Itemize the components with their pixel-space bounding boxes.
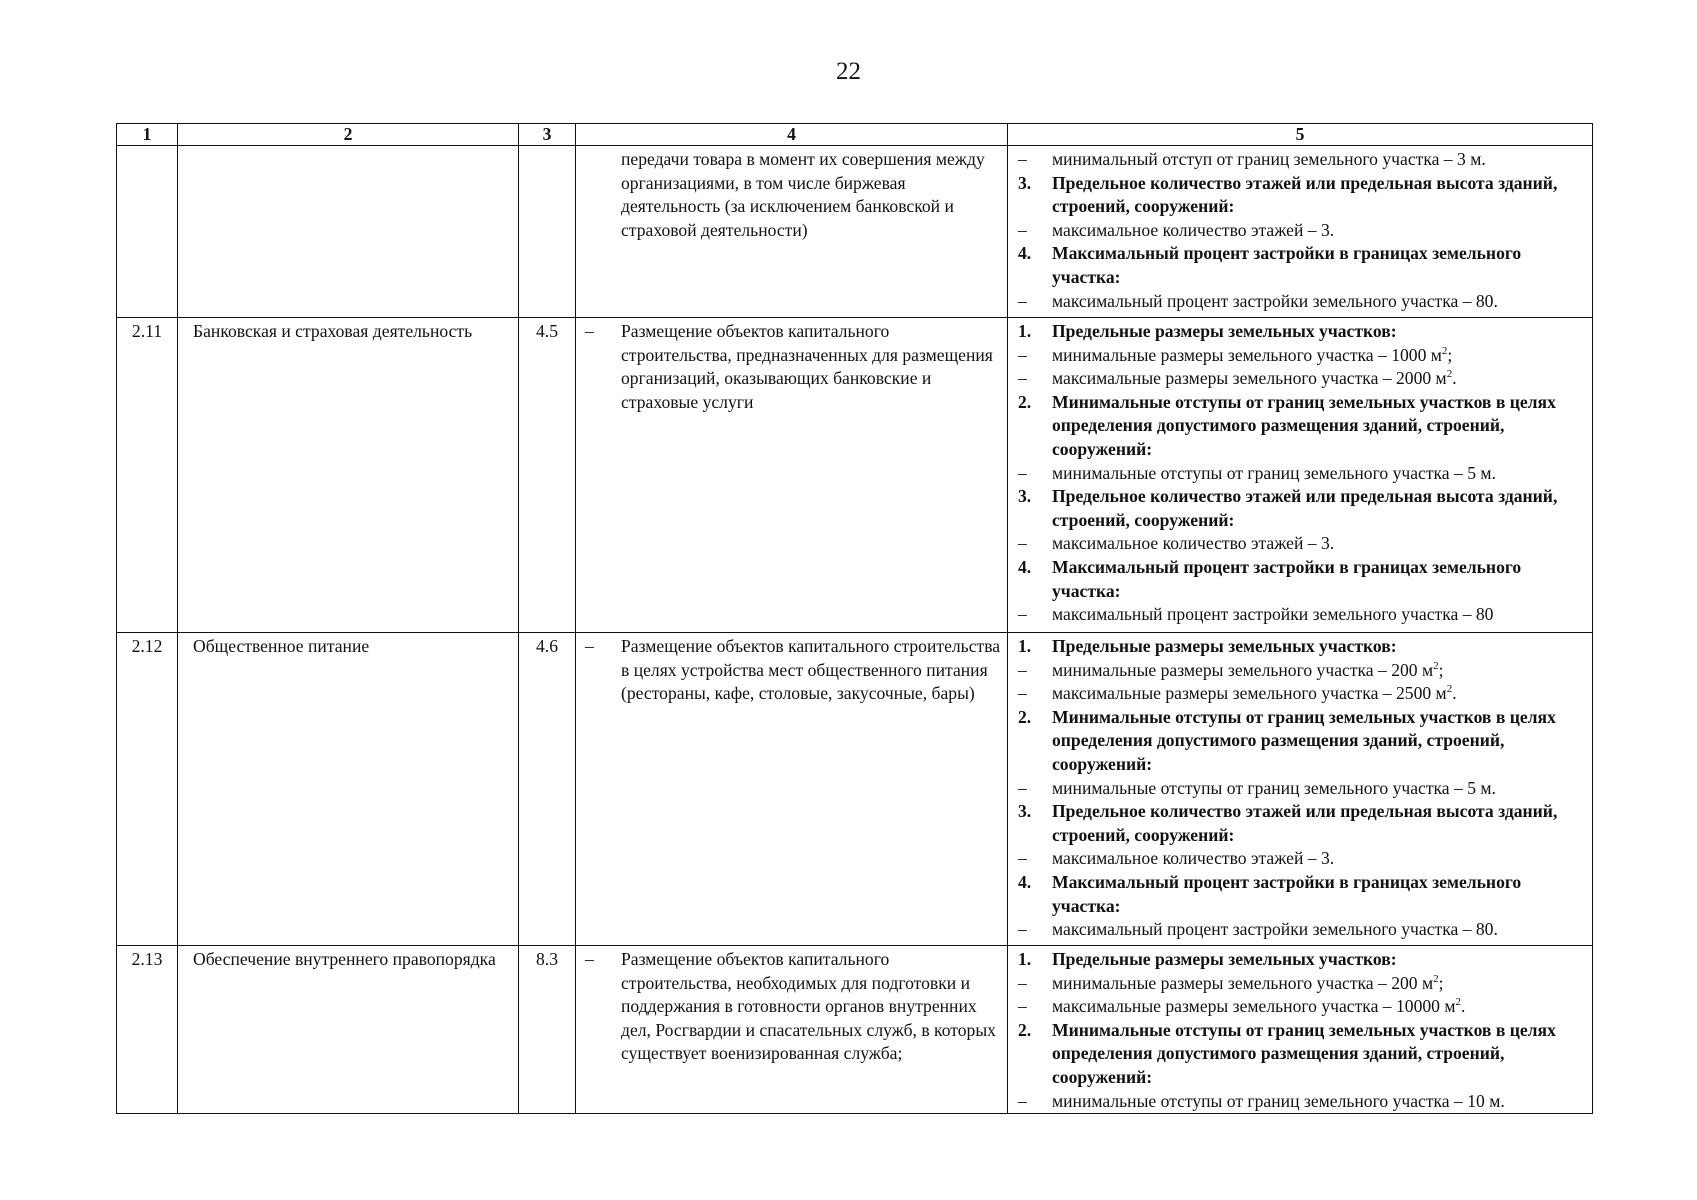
parameter-text <box>1052 918 1592 942</box>
parameter-text <box>1052 871 1592 918</box>
parameter-marker: 4. <box>1018 243 1032 264</box>
parameter-text-main: максимальный процент застройки земельного участка – 80. <box>1052 919 1498 940</box>
use-description-cell <box>576 633 1008 946</box>
parameter-value <box>1008 532 1592 556</box>
description-text: Размещение объектов капитального строительства в целях устройства мест общественного питания (рестораны, кафе, столовые, закусочные, бары) <box>621 636 1001 704</box>
parameter-text <box>1052 367 1592 391</box>
parameter-marker: – <box>1018 344 1027 365</box>
parameter-marker: – <box>1018 1090 1027 1111</box>
parameter-heading <box>1008 871 1592 918</box>
classifier-code: 4.5 <box>536 321 558 341</box>
parameter-value <box>1008 462 1592 486</box>
superscript: 2 <box>1433 659 1439 672</box>
parameter-text-main: максимальные размеры земельного участка – 10000 м <box>1052 996 1456 1017</box>
use-name-cell <box>178 146 519 318</box>
description-dash: – <box>585 321 594 341</box>
parameter-marker: – <box>1018 149 1027 169</box>
parameter-text <box>1052 800 1592 847</box>
description-text: передачи товара в момент их совершения между организациями, в том числе биржевая деятельность (за исключением банковской и страховой деятельности) <box>621 149 985 240</box>
parameter-value <box>1008 367 1592 391</box>
parameter-marker: 3. <box>1018 801 1032 822</box>
parameter-text <box>1052 995 1592 1019</box>
use-name-cell <box>178 318 519 633</box>
classifier-code: 8.3 <box>536 949 558 969</box>
parameter-text <box>1052 659 1592 683</box>
parameter-text-main: Предельные размеры земельных участков: <box>1052 321 1397 341</box>
superscript: 2 <box>1455 996 1461 1009</box>
parameter-text-main: Предельные размеры земельных участков: <box>1052 949 1397 969</box>
parameter-text-main: Максимальный процент застройки в границах земельного участка: <box>1052 243 1522 287</box>
parameter-value <box>1008 777 1592 801</box>
parameter-marker: 1. <box>1018 636 1032 656</box>
table-header-row <box>117 124 1593 146</box>
parameter-text-main: Предельное количество этажей или предельная высота зданий, строений, сооружений: <box>1052 172 1558 217</box>
parameter-value <box>1008 1090 1592 1114</box>
parameter-text <box>1052 532 1592 556</box>
parameter-text-main: Минимальные отступы от границ земельных участков в целях определения допустимого размещения зданий, строений, сооружений: <box>1052 391 1556 459</box>
parameter-marker: 4. <box>1018 556 1032 577</box>
parameter-text-main: максимальный процент застройки земельного участка – 80. <box>1052 290 1498 311</box>
column-header: 4 <box>576 124 1008 146</box>
parameter-text <box>1052 972 1592 996</box>
row-number-cell <box>117 633 178 946</box>
parameter-marker: – <box>1018 659 1027 680</box>
parameter-marker: 2. <box>1018 1019 1032 1040</box>
parameter-text-main: максимальное количество этажей – 3. <box>1052 533 1335 554</box>
parameter-marker: – <box>1018 683 1027 704</box>
superscript: 2 <box>1433 972 1439 985</box>
parameter-text-main: максимальные размеры земельного участка – 2500 м <box>1052 683 1447 704</box>
parameter-heading <box>1008 242 1592 289</box>
parameter-value <box>1008 219 1592 243</box>
parameter-text-end: ; <box>1438 659 1444 680</box>
description-line <box>576 635 1007 706</box>
description-text: Размещение объектов капитального строительства, необходимых для подготовки и поддержания в готовности органов внутренних дел, Росгвардии и спасательных служб, в которых существует военизированная служба; <box>621 949 996 1064</box>
use-description-cell <box>576 946 1008 1114</box>
row-number-cell <box>117 318 178 633</box>
description-text: Размещение объектов капитального строительства, предназначенных для размещения организаций, оказывающих банковские и страховые услуги <box>621 321 993 412</box>
parameter-marker: 1. <box>1018 321 1032 341</box>
parameter-marker: – <box>1018 462 1027 483</box>
description-line <box>576 148 1007 242</box>
parameter-marker: – <box>1018 996 1027 1017</box>
parameter-marker: 1. <box>1018 949 1032 969</box>
parameter-heading <box>1008 1019 1592 1090</box>
parameter-marker: 3. <box>1018 486 1032 507</box>
parameter-text <box>1052 219 1592 243</box>
parameter-marker: 4. <box>1018 871 1032 892</box>
parameter-text-main: Минимальные отступы от границ земельных участков в целях определения допустимого размещения зданий, строений, сооружений: <box>1052 706 1556 774</box>
use-name: Обеспечение внутреннего правопорядка <box>193 949 496 969</box>
parameter-marker: – <box>1018 219 1027 240</box>
description-dash: – <box>585 636 594 656</box>
table-row <box>117 946 1593 1114</box>
parameter-text <box>1052 556 1592 603</box>
row-number: 2.13 <box>131 949 163 969</box>
column-header: 5 <box>1008 124 1593 146</box>
parameter-text-main: максимальный процент застройки земельного участка – 80 <box>1052 604 1494 625</box>
parameter-text <box>1052 847 1592 871</box>
parameters-cell <box>1008 318 1593 633</box>
parameter-text <box>1052 290 1592 314</box>
parameter-text-main: Максимальный процент застройки в границах земельного участка: <box>1052 556 1522 601</box>
classifier-code-cell <box>519 146 576 318</box>
parameter-value <box>1008 344 1592 368</box>
superscript: 2 <box>1446 683 1453 696</box>
parameter-text-main: Минимальные отступы от границ земельных участков в целях определения допустимого размещения зданий, строений, сооружений: <box>1052 1019 1556 1087</box>
parameters-cell <box>1008 633 1593 946</box>
parameter-text-end: ; <box>1438 972 1444 993</box>
use-name: Банковская и страховая деятельность <box>193 321 473 341</box>
superscript: 2 <box>1441 344 1448 357</box>
parameters-cell <box>1008 946 1593 1114</box>
parameter-text-main: максимальное количество этажей – 3. <box>1052 848 1335 869</box>
parameter-text-main: минимальные размеры земельного участка – 200 м <box>1052 659 1434 680</box>
column-header: 2 <box>178 124 519 146</box>
parameter-marker: – <box>1018 972 1027 993</box>
parameter-value <box>1008 659 1592 683</box>
parameter-heading <box>1008 706 1592 777</box>
parameter-value <box>1008 847 1592 871</box>
parameter-marker: 3. <box>1018 172 1032 193</box>
row-number: 2.11 <box>131 321 163 341</box>
parameter-text-main: минимальные размеры земельного участка – 1000 м <box>1052 344 1442 365</box>
parameter-text-main: Предельное количество этажей или предельная высота зданий, строений, сооружений: <box>1052 486 1558 530</box>
parameter-text-main: минимальный отступ от границ земельного участка – 3 м. <box>1052 149 1486 169</box>
parameter-text-main: максимальное количество этажей – 3. <box>1052 219 1335 240</box>
table-row <box>117 633 1593 946</box>
parameter-text-main: Максимальный процент застройки в границах земельного участка: <box>1052 871 1522 916</box>
parameter-heading <box>1008 635 1592 659</box>
parameter-marker: – <box>1018 368 1027 389</box>
parameter-marker: – <box>1018 848 1027 869</box>
parameter-text <box>1052 1019 1592 1090</box>
parameter-text <box>1052 344 1592 368</box>
description-line <box>576 320 1007 414</box>
parameter-text <box>1052 148 1592 172</box>
parameter-text <box>1052 172 1592 219</box>
use-name-cell <box>178 633 519 946</box>
use-name-cell <box>178 946 519 1114</box>
parameter-text-main: минимальные отступы от границ земельного участка – 5 м. <box>1052 462 1496 483</box>
parameter-heading <box>1008 485 1592 532</box>
superscript: 2 <box>1446 368 1453 381</box>
description-line <box>576 948 1007 1066</box>
parameter-value <box>1008 918 1592 942</box>
parameter-value <box>1008 603 1592 627</box>
parameter-value <box>1008 682 1592 706</box>
parameter-text-main: минимальные отступы от границ земельного участка – 10 м. <box>1052 1090 1505 1111</box>
parameter-heading <box>1008 391 1592 462</box>
parameter-marker: – <box>1018 533 1027 554</box>
parameter-value <box>1008 972 1592 996</box>
parameter-text <box>1052 706 1592 777</box>
parameter-text <box>1052 1090 1592 1114</box>
parameter-text <box>1052 462 1592 486</box>
parameter-heading <box>1008 948 1592 972</box>
parameter-marker: 2. <box>1018 706 1032 727</box>
table-row <box>117 318 1593 633</box>
parameter-value <box>1008 995 1592 1019</box>
parameter-text-end: ; <box>1447 344 1453 365</box>
parameter-text-end: . <box>1452 683 1457 704</box>
parameter-marker: – <box>1018 290 1027 311</box>
parameter-heading <box>1008 320 1592 344</box>
column-header: 3 <box>519 124 576 146</box>
parameter-text <box>1052 603 1592 627</box>
parameter-heading <box>1008 172 1592 219</box>
parameter-text-end: . <box>1452 368 1457 389</box>
parameter-heading <box>1008 800 1592 847</box>
parameter-text <box>1052 635 1592 659</box>
classifier-code: 4.6 <box>536 636 558 656</box>
parameter-value <box>1008 148 1592 172</box>
description-dash <box>576 148 621 242</box>
row-number-cell <box>117 946 178 1114</box>
parameter-text <box>1052 320 1592 344</box>
use-name: Общественное питание <box>193 636 370 656</box>
parameter-marker: – <box>1018 604 1027 625</box>
parameter-marker: 2. <box>1018 391 1032 412</box>
parameter-text-main: минимальные отступы от границ земельного участка – 5 м. <box>1052 777 1496 798</box>
parameter-text-end: . <box>1461 996 1466 1017</box>
parameter-text-main: Предельные размеры земельных участков: <box>1052 636 1397 656</box>
parameter-value <box>1008 290 1592 314</box>
row-number: 2.12 <box>131 636 163 656</box>
regulations-table <box>116 123 1593 1114</box>
parameter-heading <box>1008 556 1592 603</box>
parameter-text-main: минимальные размеры земельного участка – 200 м <box>1052 972 1434 993</box>
use-description-cell <box>576 318 1008 633</box>
parameters-cell <box>1008 146 1593 318</box>
parameter-marker: – <box>1018 777 1027 798</box>
parameter-marker: – <box>1018 919 1027 940</box>
parameter-text <box>1052 391 1592 462</box>
classifier-code-cell <box>519 633 576 946</box>
description-dash: – <box>585 949 594 969</box>
row-number-cell <box>117 146 178 318</box>
parameter-text <box>1052 777 1592 801</box>
parameter-text <box>1052 948 1592 972</box>
use-description-cell <box>576 146 1008 318</box>
table-row <box>117 146 1593 318</box>
parameter-text <box>1052 485 1592 532</box>
column-header: 1 <box>117 124 178 146</box>
parameter-text <box>1052 242 1592 289</box>
parameter-text-main: максимальные размеры земельного участка – 2000 м <box>1052 368 1447 389</box>
page-number: 22 <box>836 58 861 85</box>
classifier-code-cell <box>519 318 576 633</box>
parameter-text-main: Предельное количество этажей или предельная высота зданий, строений, сооружений: <box>1052 801 1558 845</box>
parameter-text <box>1052 682 1592 706</box>
classifier-code-cell <box>519 946 576 1114</box>
